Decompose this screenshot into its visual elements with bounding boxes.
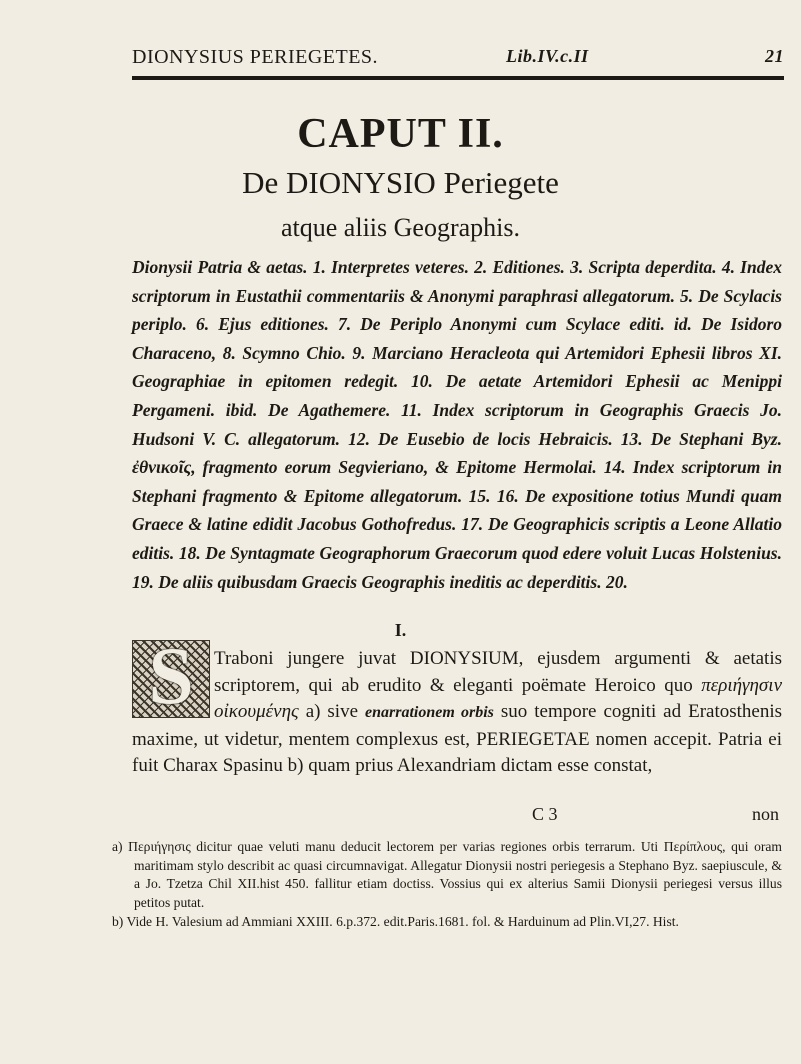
body-paragraph: [132, 646, 782, 780]
section-number: I.: [394, 620, 407, 640]
body-text-1: Traboni jungere juvat DIONYSIUM, ejusdem argumenti & aetatis scriptorem, qui ab erudito & eleganti poëmate Heroico quo: [214, 648, 782, 696]
footnote: a) Περιήγησις dicitur quae veluti manu deducit lectorem per varias regiones orbis terrarum. Uti Περίπλους, qui oram maritimam stylo describit ac quasi circumnavigat. Allegatur Dionysii nostri periegesis a Stephano Byz. saepiuscule, & a Jo. Tzetza Chil XII.hist 450. fallitur etiam doctiss. Vossius qui ex alterius Samii Dionysii periegesi versus illus petitos putat.: [112, 839, 782, 910]
greek-phrase: περιήγησιν οἰκουμένης: [214, 674, 783, 722]
running-head-book-reference: Lib.IV.c.II: [506, 46, 589, 66]
body-text-2: a) sive: [305, 701, 359, 722]
signature-mark: C 3: [532, 804, 558, 824]
chapter-subtitle: De DIONYSIO Periegete: [242, 165, 559, 200]
catchword: non: [752, 804, 779, 824]
chapter-subtitle-continuation: atque aliis Geographis.: [281, 213, 520, 242]
italic-phrase: enarrationem orbis: [365, 704, 494, 721]
running-head: [132, 46, 784, 76]
chapter-summary: Dionysii Patria & aetas. 1. Interpretes veteres. 2. Editiones. 3. Scripta deperdita. 4. Index scriptorum in Eustathii commentariis & Anonymi paraphrasi allegatorum. 5. De Scylacis periplo. 6. Ejus editiones. 7. De Periplo Anonymi cum Scylace editi. id. De Isidoro Characeno, 8. Scymno Chio. 9. Marciano Heracleota qui Artemidori Ephesii libros XI. Geographiae in epitomen redegit. 10. De aetate Artemidori Ephesii ac Menippi Pergameni. ibid. De Agathemere. 11. Index scriptorum in Geographis Graecis Jo. Hudsoni V. C. allegatorum. 12. De Eusebio de locis Hebraicis. 13. De Stephani Byz. ἐθνικοῖς, fragmento eorum Segvieriano, & Epitome Hermolai. 14. Index scriptorum in Stephani fragmento & Epitome allegatorum. 15. 16. De expositione totius Mundi quam Graece & latine edidit Jacobus Gothofredus. 17. De Geographicis scriptis a Leone Allatio editis. 18. De Syntagmate Geographorum Graecorum quod edere voluit Lucas Holstenius. 19. De aliis quibusdam Graecis Geographis ineditis ac deperditis. 20.: [132, 257, 782, 592]
running-head-title: DIONYSIUS PERIEGETES.: [132, 46, 379, 68]
initial-spacer: [132, 646, 214, 724]
footnotes: [112, 838, 782, 933]
page-number: 21: [765, 46, 784, 66]
footnote: b) Vide H. Valesium ad Ammiani XXIII. 6.p.372. edit.Paris.1681. fol. & Harduinum ad Plin.VI,27. Hist.: [112, 914, 679, 930]
body-text-3: suo tempore cogniti ad Eratosthenis maxime, ut videtur, mentem complexus est, PERIEGETAE nomen accepit. Patria ei fuit Charax Spasinu b) quam prius Alexandriam dictam esse constat,: [132, 701, 783, 776]
header-rule: [132, 76, 784, 80]
decorated-initial-letter: S: [148, 640, 194, 718]
chapter-title: CAPUT II.: [297, 111, 504, 157]
